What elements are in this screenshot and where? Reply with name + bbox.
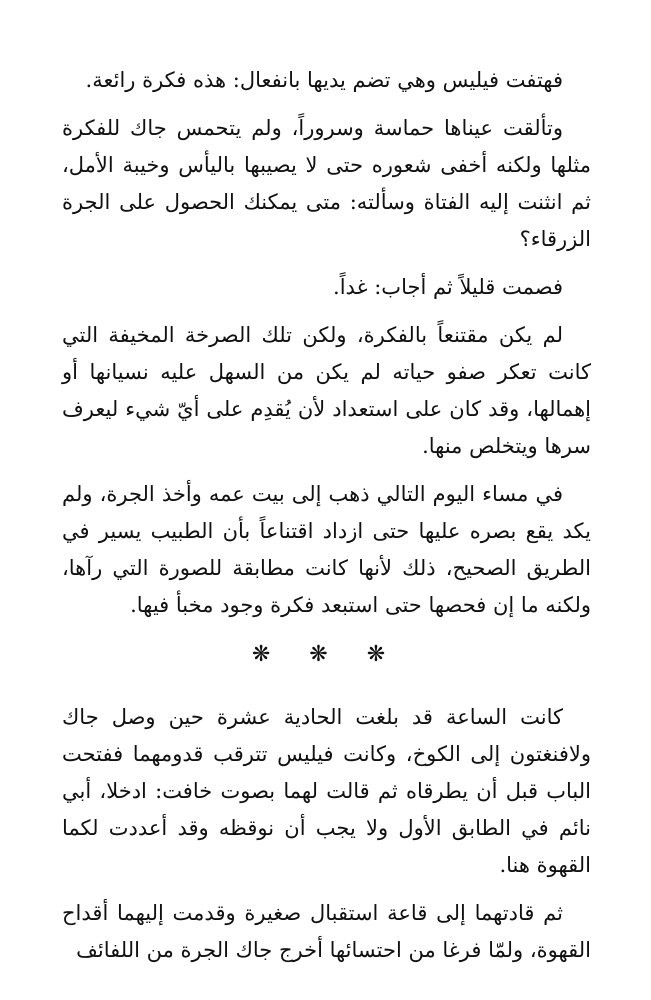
paragraph-2: وتألقت عيناها حماسة وسروراً، ولم يتحمس جاك للفكرة مثلها ولكنه أخفى شعوره حتى لا يصيبها باليأس وخيبة الأمل، ثم انثنت إليه الفتاة وسألته: متى يمكنك الحصول على الجرة الزرقاء؟ xyxy=(62,116,591,251)
paragraph-6: كانت الساعة قد بلغت الحادية عشرة حين وصل جاك ولافنغتون إلى الكوخ، وكانت فيليس تترقب قدومهما ففتحت الباب قبل أن يطرقاه ثم قالت لهما بصوت خافت: ادخلا، أبي نائم في الطابق الأول ولا يجب أن نوقظه وقد أعددت لكما القهوة هنا. xyxy=(62,705,591,877)
paragraph-7: ثم قادتهما إلى قاعة استقبال صغيرة وقدمت إليهما أقداح القهوة، ولمّا فرغا من احتسائها أخرج جاك الجرة من اللفائف xyxy=(62,901,591,962)
paragraph-4: لم يكن مقتنعاً بالفكرة، ولكن تلك الصرخة المخيفة التي كانت تعكر صفو حياته لم يكن من السهل عليه نسيانها أو إهمالها، وقد كان على استعداد لأن يُقدِم على أيّ شيء ليعرف سرها ويتخلص منها. xyxy=(62,323,591,458)
paragraph-3: فصمت قليلاً ثم أجاب: غداً. xyxy=(333,275,563,299)
section-separator: ❋ ❋ ❋ xyxy=(251,642,402,667)
paragraph-1: فهتفت فيليس وهي تضم يديها بانفعال: هذه فكرة رائعة. xyxy=(85,68,563,92)
paragraph-5: في مساء اليوم التالي ذهب إلى بيت عمه وأخذ الجرة، ولم يكد يقع بصره عليها حتى ازداد اقتناعاً بأن الطبيب يسير في الطريق الصحيح، ذلك لأنها كانت مطابقة للصورة التي رآها، ولكنه ما إن فحصها حتى استبعد فكرة وجود مخبأ فيها. xyxy=(62,482,591,617)
